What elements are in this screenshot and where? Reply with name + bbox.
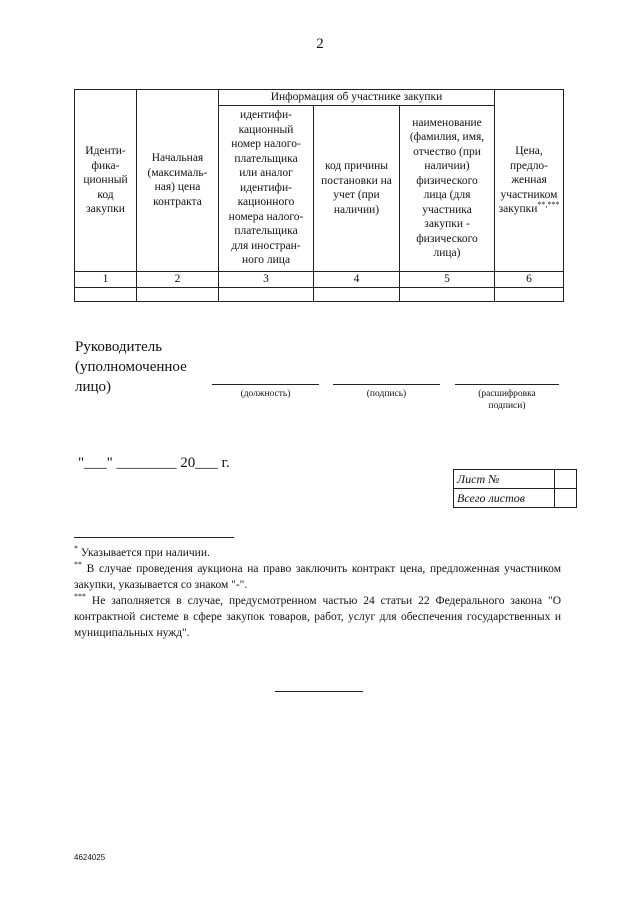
empty-cell	[314, 287, 400, 301]
date-line: "___" ________ 20___ г.	[78, 455, 230, 471]
participant-table	[74, 89, 564, 302]
total-sheets-label: Всего листов	[454, 489, 555, 508]
header-purchase-id: Иденти- фика- ционный код закупки	[75, 90, 137, 272]
signatory-title: Руководитель (уполномоченное лицо)	[75, 339, 187, 395]
header-participant-name: наименование (фамилия, имя, отчество (при наличии) физического лица (для участника закупки - физического лица)	[400, 105, 495, 271]
page-number: 2	[316, 36, 324, 52]
sheets-box	[453, 469, 577, 508]
footnote-separator	[74, 537, 234, 538]
decoding-caption: (расшифровка подписи)	[478, 389, 536, 411]
decoding-line	[455, 384, 559, 385]
empty-cell	[495, 287, 564, 301]
sheet-number-value	[555, 470, 577, 489]
header-kpp: код причины постановки на учет (при наличии)	[314, 105, 400, 271]
position-line	[212, 384, 319, 385]
position-caption: (должность)	[240, 389, 291, 399]
signature-line	[333, 384, 440, 385]
col-number: 5	[400, 271, 495, 287]
header-tax-id: идентифи- кационный номер налого- плательщика или аналог идентифи- кационного номера налого- плательщика для иностран- ного лица	[219, 105, 314, 271]
total-sheets-value	[555, 489, 577, 508]
empty-cell	[75, 287, 137, 301]
empty-cell	[137, 287, 219, 301]
footnotes	[74, 545, 561, 641]
footnote-3: *** Не заполняется в случае, предусмотренном частью 24 статьи 22 Федерального закона "О контрактной системе в сфере закупок товаров, работ, услуг для обеспечения государственных и муниципальных нужд".	[74, 592, 561, 639]
document-code: 4624025	[74, 853, 106, 862]
col-number: 1	[75, 271, 137, 287]
footnote-mark: **	[74, 560, 82, 570]
empty-cell	[219, 287, 314, 301]
footnote-1: * Указывается при наличии.	[74, 544, 210, 559]
col-number: 6	[495, 271, 564, 287]
empty-cell	[400, 287, 495, 301]
empty-data-row	[75, 287, 564, 301]
footnote-mark: *	[74, 544, 78, 554]
end-line	[275, 691, 363, 692]
header-participant-info: Информация об участнике закупки	[219, 90, 495, 106]
footnote-marks: **,***	[537, 200, 560, 210]
column-number-row	[75, 271, 564, 287]
col-number: 4	[314, 271, 400, 287]
col-number: 2	[137, 271, 219, 287]
header-initial-price: Начальная (максималь- ная) цена контракта	[137, 90, 219, 272]
signature-caption: (подпись)	[366, 389, 407, 399]
header-offered-price: Цена, предло- женная участником закупки**,***	[495, 90, 564, 272]
sheet-number-label: Лист №	[454, 470, 555, 489]
footnote-2: ** В случае проведения аукциона на право заключить контракт цена, предложенная участником закупки, указывается со знаком "-".	[74, 560, 561, 591]
col-number: 3	[219, 271, 314, 287]
footnote-mark: ***	[74, 592, 86, 602]
